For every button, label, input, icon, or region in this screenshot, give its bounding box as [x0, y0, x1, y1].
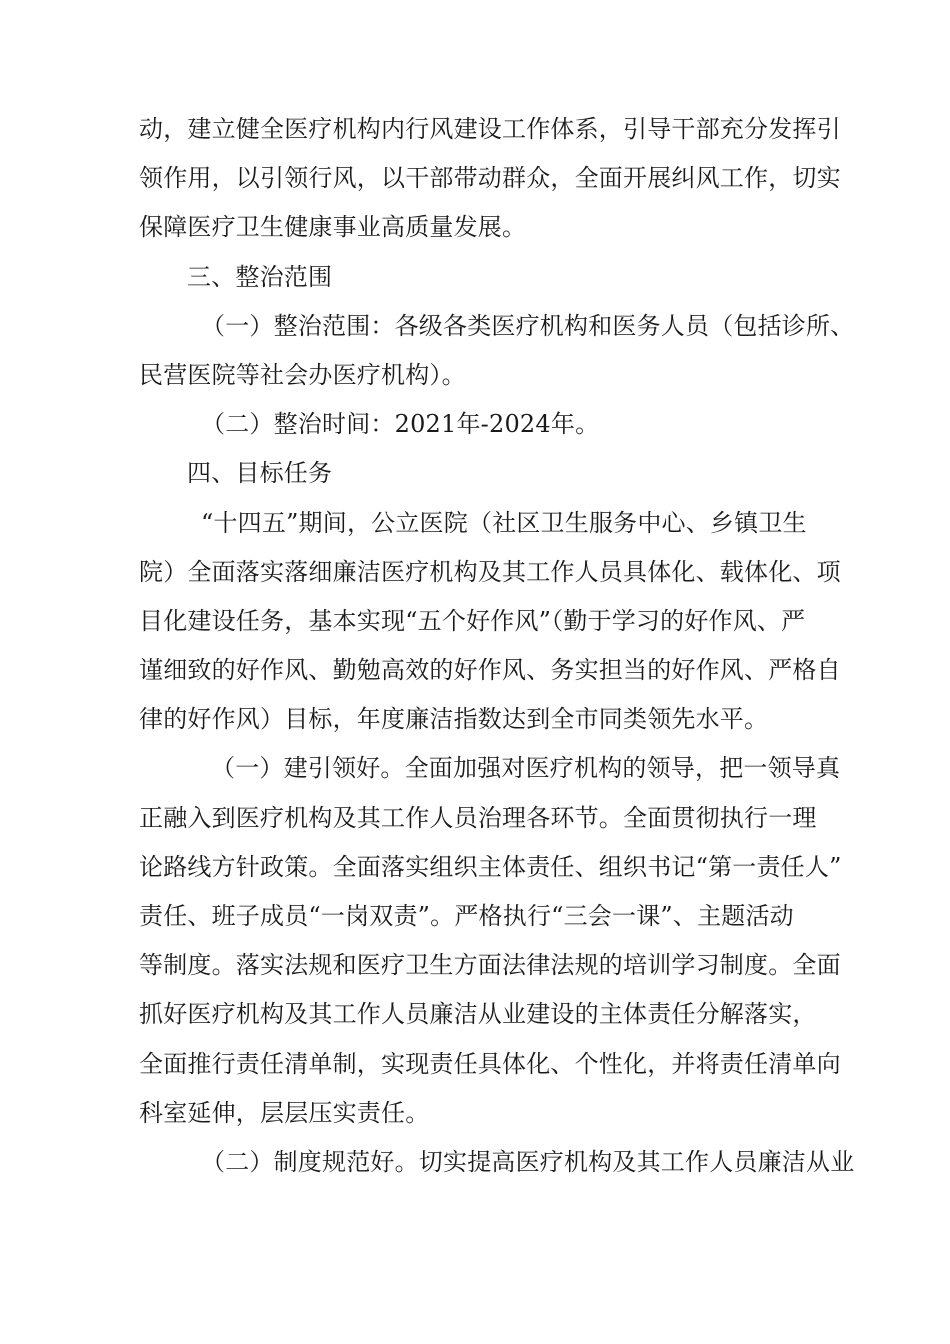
paragraph-line: 论路线方针政策。全面落实组织主体责任、组织书记“第一责任人” — [139, 852, 842, 881]
section-heading-goals: 四、目标任务 — [187, 459, 333, 488]
paragraph-line: （二）整治时间：2021年-2024年。 — [201, 410, 600, 439]
paragraph-line: 目化建设任务，基本实现“五个好作风”（勤于学习的好作风、严 — [139, 606, 806, 635]
paragraph-line: 正融入到医疗机构及其工作人员治理各环节。全面贯彻执行一理 — [139, 803, 817, 832]
paragraph-line: 抓好医疗机构及其工作人员廉洁从业建设的主体责任分解落实， — [139, 1000, 817, 1029]
paragraph-line: （一）建引领好。全面加强对医疗机构的领导，把一领导真 — [211, 754, 841, 783]
paragraph-line: 领作用，以引领行风，以干部带动群众，全面开展纠风工作，切实 — [139, 164, 841, 193]
paragraph-line: 律的好作风）目标，年度廉洁指数达到全市同类领先水平。 — [139, 705, 769, 734]
paragraph-line: “十四五”期间，公立医院（社区卫生服务中心、乡镇卫生 — [201, 508, 807, 537]
paragraph-line: 谨细致的好作风、勤勉高效的好作风、务实担当的好作风、严格自 — [139, 656, 841, 685]
document-body — [139, 105, 855, 1187]
paragraph-line: 保障医疗卫生健康事业高质量发展。 — [139, 213, 527, 242]
paragraph-line: （二）制度规范好。切实提高医疗机构及其工作人员廉洁从业 — [201, 1147, 855, 1176]
paragraph-line: 等制度。落实法规和医疗卫生方面法律法规的培训学习制度。全面 — [139, 951, 841, 980]
paragraph-line: 民营医院等社会办医疗机构）。 — [139, 360, 466, 389]
paragraph-line: （一）整治范围：各级各类医疗机构和医务人员（包括诊所、 — [201, 311, 855, 340]
paragraph-line: 动，建立健全医疗机构内行风建设工作体系，引导干部充分发挥引 — [139, 115, 841, 143]
paragraph-line: 全面推行责任清单制，实现责任具体化、个性化，并将责任清单向 — [139, 1049, 841, 1078]
paragraph-line: 科室延伸，层层压实责任。 — [139, 1098, 430, 1127]
paragraph-line: 院）全面落实落细廉洁医疗机构及其工作人员具体化、载体化、项 — [139, 557, 841, 586]
section-heading-scope: 三、整治范围 — [187, 262, 333, 291]
paragraph-line: 责任、班子成员“一岗双责”。严格执行“三会一课”、主题活动 — [139, 902, 794, 930]
